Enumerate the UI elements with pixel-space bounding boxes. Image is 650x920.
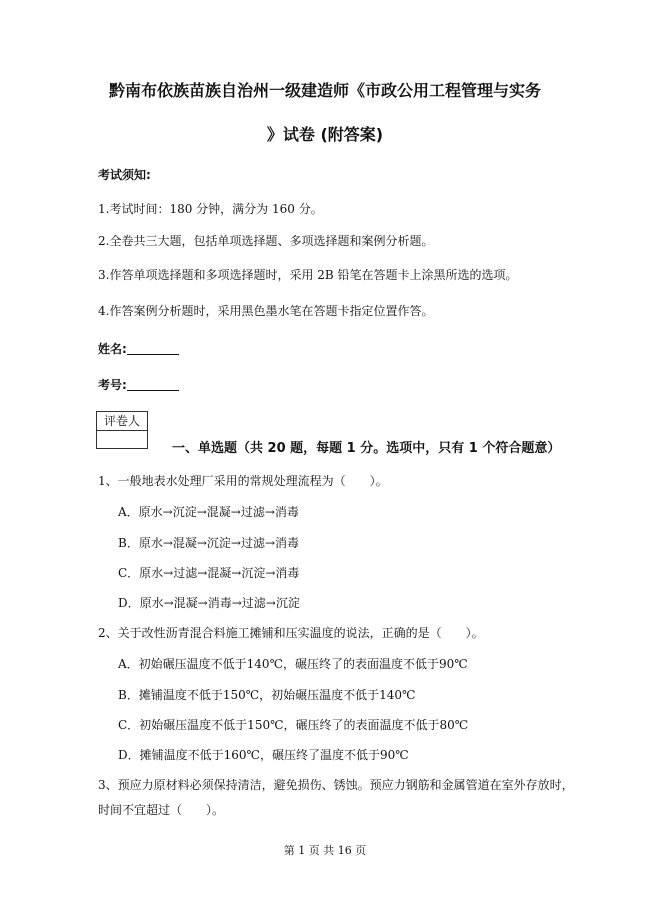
question-1-option-c: C．原水→过滤→混凝→沉淀→消毒 — [118, 566, 300, 580]
name-field — [98, 340, 179, 357]
question-2-option-a: A．初始碾压温度不低于140℃，碾压终了的表面温度不低于90℃ — [118, 657, 468, 671]
paper-title-line-2: 》试卷 (附答案) — [266, 125, 384, 144]
question-3-stem-line-1: 3、预应力原材料必须保持清洁，避免损伤、锈蚀。预应力钢筋和金属管道在室外存放时， — [98, 778, 574, 792]
notice-heading: 考试须知: — [98, 168, 151, 182]
notice-item-1: 1.考试时间：180 分钟，满分为 160 分。 — [98, 202, 323, 216]
question-1-option-d: D．原水→混凝→消毒→过滤→沉淀 — [118, 596, 300, 610]
question-2-option-d: D．摊铺温度不低于160℃，碾压终了温度不低于90℃ — [118, 748, 409, 762]
notice-item-4: 4.作答案例分析题时，采用黑色墨水笔在答题卡指定位置作答。 — [98, 304, 434, 318]
exam-number-field — [98, 376, 179, 393]
notice-item-2: 2.全卷共三大题，包括单项选择题、多项选择题和案例分析题。 — [98, 234, 434, 248]
exam-number-blank — [127, 378, 179, 391]
name-label: 姓名: — [98, 342, 127, 356]
name-blank — [127, 342, 179, 355]
page-footer: 第 1 页 共 16 页 — [283, 844, 367, 857]
grader-label: 评卷人 — [97, 412, 147, 431]
question-2-option-c: C．初始碾压温度不低于150℃，碾压终了的表面温度不低于80℃ — [118, 718, 469, 732]
exam-number-label: 考号: — [98, 378, 127, 392]
grader-box — [96, 411, 148, 449]
question-2-stem: 2、关于改性沥青混合料施工摊铺和压实温度的说法，正确的是（ ）。 — [98, 626, 484, 640]
notice-item-3: 3.作答单项选择题和多项选择题时，采用 2B 铅笔在答题卡上涂黑所选的选项。 — [98, 268, 518, 282]
paper-title-line-1: 黔南布依族苗族自治州一级建造师《市政公用工程管理与实务 — [108, 81, 541, 100]
question-1-option-a: A．原水→沉淀→混凝→过滤→消毒 — [118, 505, 299, 519]
question-1-option-b: B．原水→混凝→沉淀→过滤→消毒 — [118, 536, 300, 550]
section-title: 一、单选题（共 20 题，每题 1 分。选项中，只有 1 个符合题意） — [172, 441, 561, 456]
question-2-option-b: B．摊铺温度不低于150℃，初始碾压温度不低于140℃ — [118, 688, 416, 702]
question-3-stem-line-2: 时间不宜超过（ ）。 — [98, 803, 225, 817]
question-1-stem: 1、一般地表水处理厂采用的常规处理流程为（ ）。 — [98, 474, 388, 488]
